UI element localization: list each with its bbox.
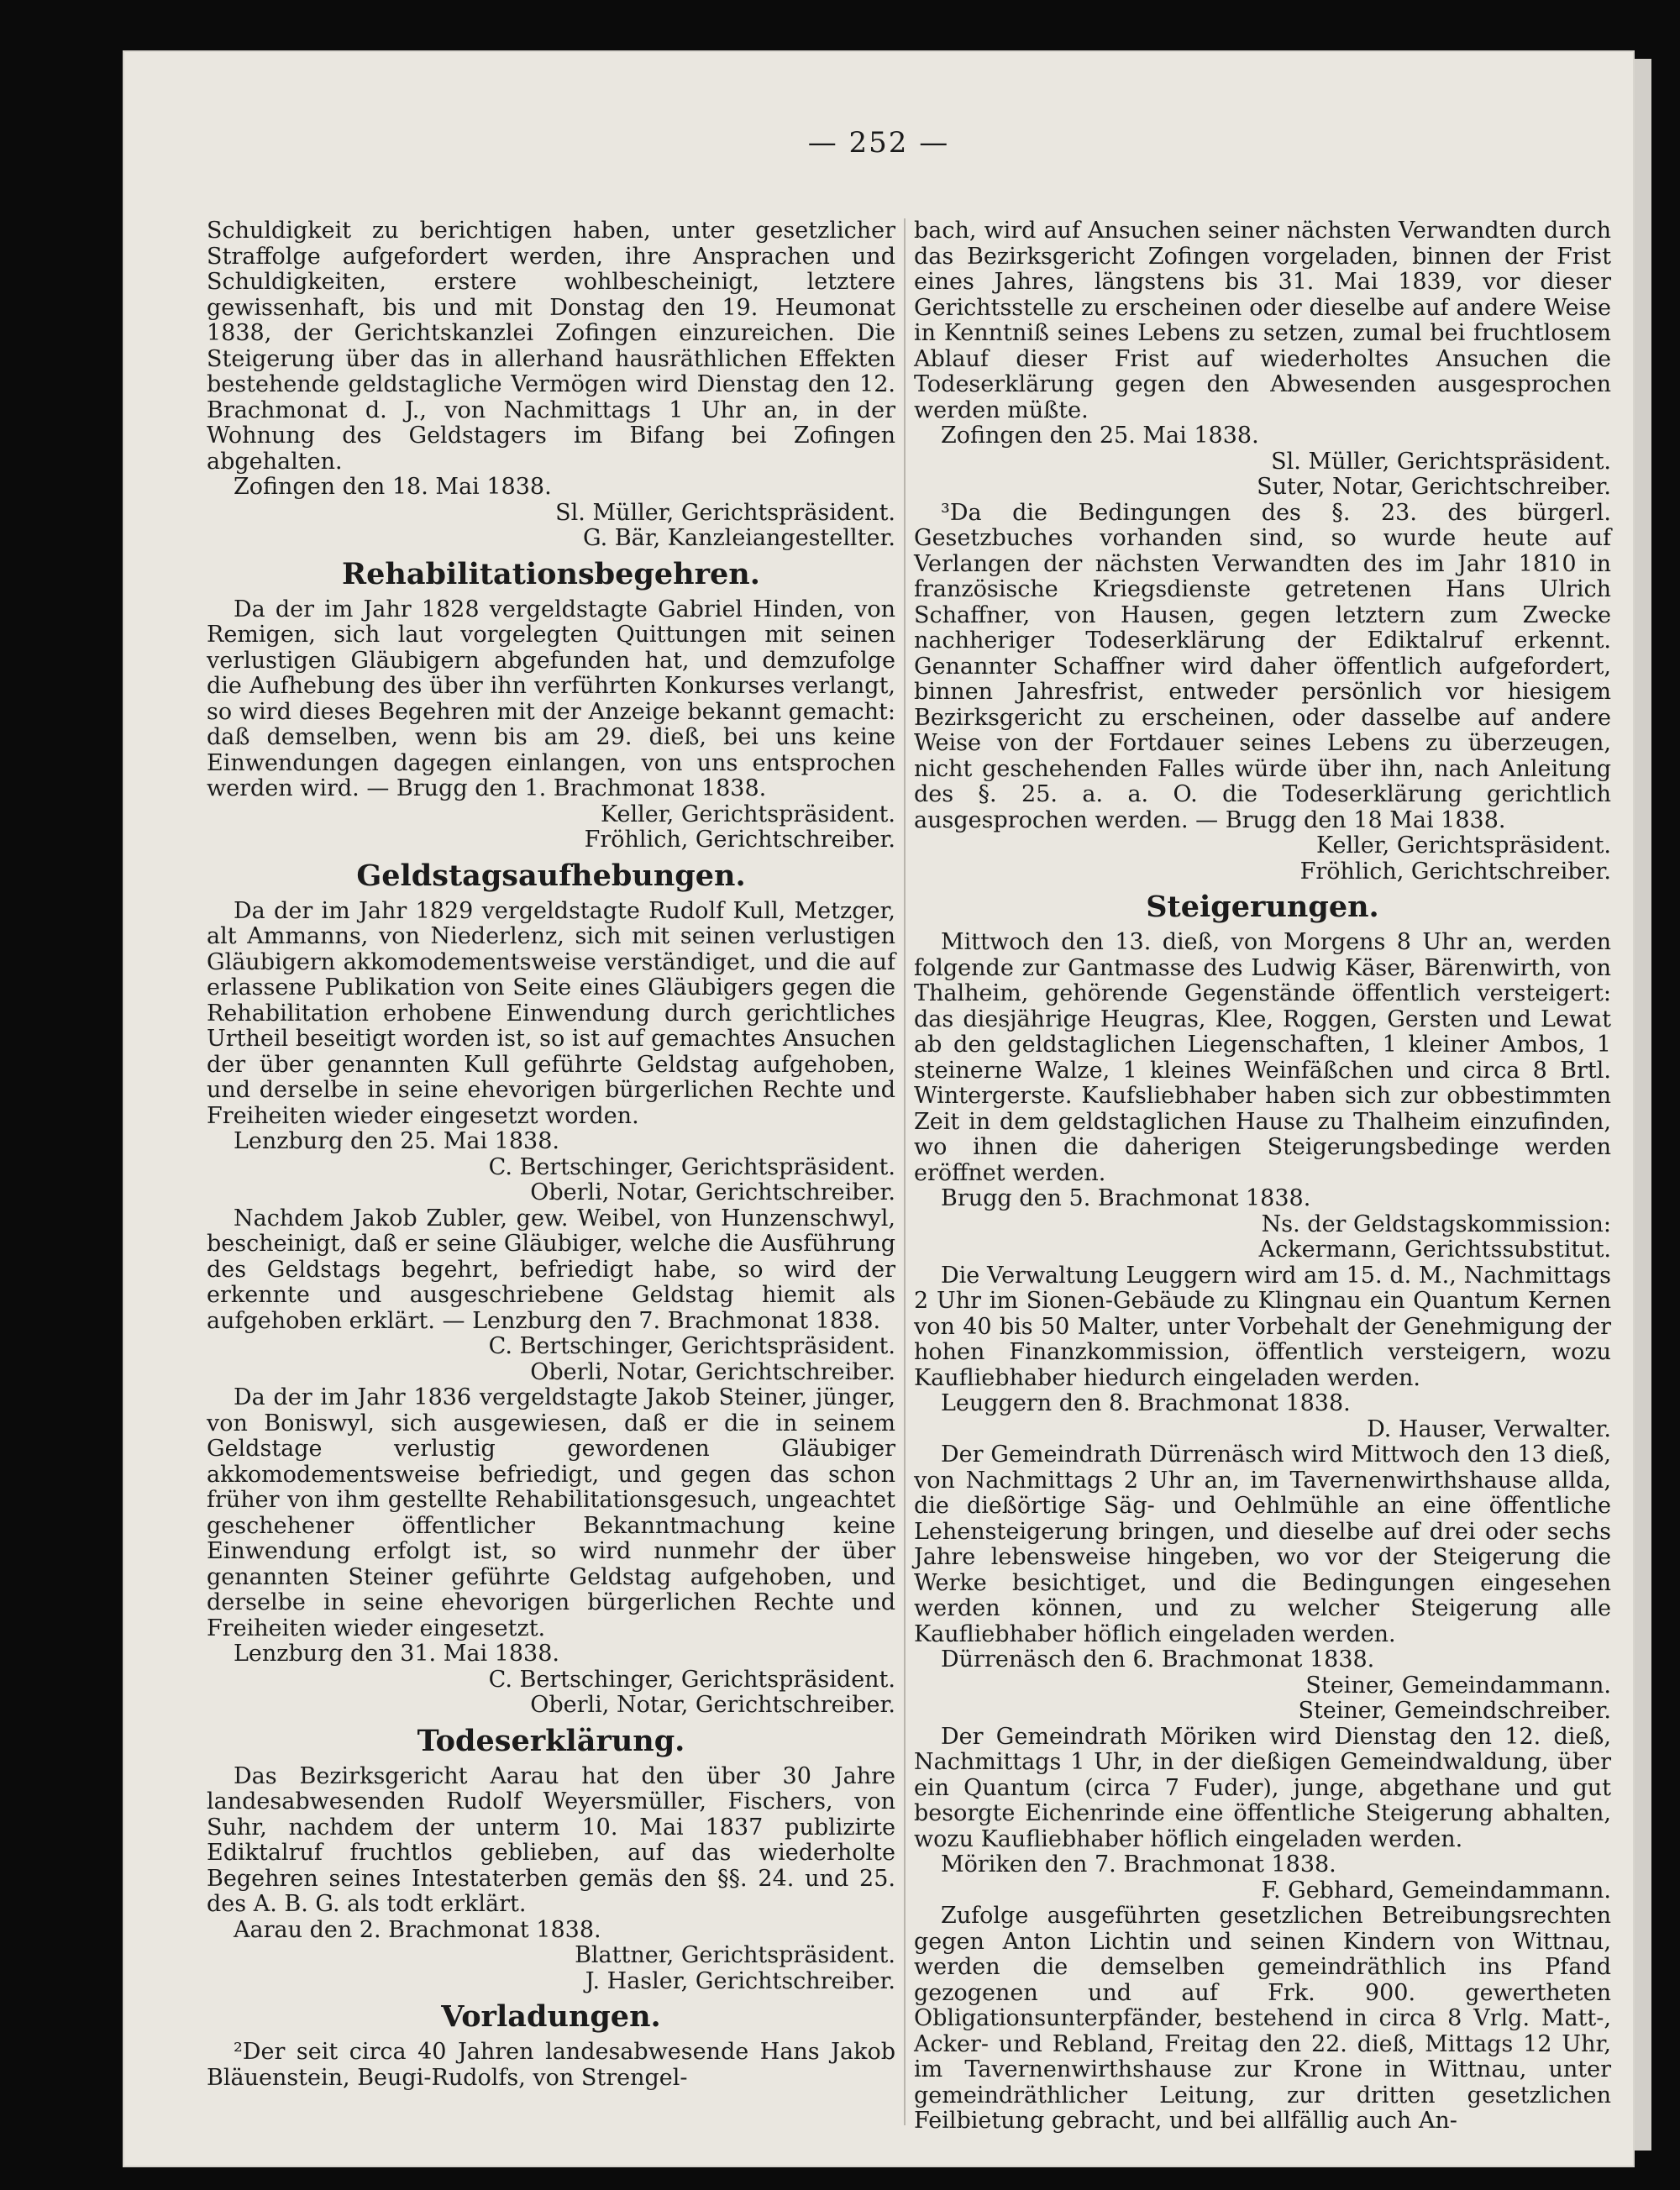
signature: Sl. Müller, Gerichtspräsident.	[1271, 448, 1611, 475]
notice-text: Die Verwaltung Leuggern wird am 15. d. M., Nachmittags 2 Uhr im Sionen-Gebäude zu Klingnau ein Quantum Kernen von 40 bis 50 Malter, unter Vorbehalt der Genehmigung der hohen Finanzkommission, öffentlich versteigern, wozu Kaufliebhaber hiedurch eingeladen werden.	[914, 1262, 1611, 1391]
notice-date: Lenzburg den 25. Mai 1838.	[234, 1128, 559, 1154]
signature: C. Bertschinger, Gerichtspräsident.	[488, 1666, 895, 1693]
signature: Suter, Notar, Gerichtschreiber.	[1257, 474, 1611, 500]
notice-text: Mittwoch den 13. dieß, von Morgens 8 Uhr an, werden folgende zur Gantmasse des Ludwig Käser, Bärenwirth, von Thalheim, gehörende Gegenstände öffentlich versteigert: das diesjährige Heugras, Klee, Roggen, Gersten und Lewat ab den geldstaglichen Liegenschaften, 1 kleiner Ambos, 1 steinerne Walze, 1 kleines Weinfäßchen und circa 8 Brtl. Wintergerste. Kaufsliebhaber haben sich zur obbestimmten Zeit in dem geldstaglichen Hause zu Thalheim einzufinden, wo ihnen die daherigen Steigerungsbedinge werden eröffnet werden.	[914, 929, 1611, 1186]
signature: Fröhlich, Gerichtschreiber.	[584, 827, 895, 853]
notice-text: Schuldigkeit zu berichtigen haben, unter gesetzlicher Straffolge aufgefordert werden, ihre Ansprachen und Schuldigkeiten, erstere wohlbescheinigt, letztere gewissenhaft, bis und mit Donstag den 19. Heumonat 1838, der Gerichtskanzlei Zofingen einzureichen. Die Steigerung über das in allerhand hausräthlichen Effekten bestehende geldstagliche Vermögen wird Dienstag den 12. Brachmonat d. J., von Nachmittags 1 Uhr an, in der Wohnung des Geldstagers im Bifang bei Zofingen abgehalten.	[207, 218, 895, 475]
signature: C. Bertschinger, Gerichtspräsident.	[488, 1333, 895, 1359]
notice-date: Zofingen den 18. Mai 1838.	[234, 474, 552, 500]
section-heading-vorladungen: Vorladungen.	[441, 1999, 661, 2034]
left-column	[207, 218, 895, 2091]
signature: Steiner, Gemeindammann.	[1305, 1672, 1611, 1699]
signature: Oberli, Notar, Gerichtschreiber.	[530, 1358, 895, 1385]
notice-date: Lenzburg den 31. Mai 1838.	[234, 1641, 559, 1667]
notice-text: Zufolge ausgeführten gesetzlichen Betreibungsrechten gegen Anton Lichtin und seinen Kindern von Wittnau, werden die demselben gemeindräthlich ins Pfand gezogenen und auf Frk. 900. gewertheten Obligationsunterpfänder, bestehend in circa 8 Vrlg. Matt-, Acker- und Rebland, Freitag den 22. dieß, Mittags 12 Uhr, im Tavernenwirthshause zur Krone in Wittnau, unter gemeindräthlicher Leitung, zur dritten gesetzlichen Feilbietung gebracht, und bei allfällig auch An-	[914, 1903, 1611, 2134]
newspaper-page	[123, 50, 1635, 2167]
signature: Fröhlich, Gerichtschreiber.	[1299, 858, 1611, 885]
signature: Ns. der Geldstagskommission:	[1261, 1211, 1611, 1237]
page-number: — 252 —	[807, 126, 950, 160]
notice-text: Da der im Jahr 1829 vergeldstagte Rudolf Kull, Metzger, alt Ammanns, von Niederlenz, sich mit seinen verlustigen Gläubigern akkomodementsweise verständiget, und die auf erlassene Publikation von Seite eines Gläubigers gegen die Rehabilitation erhobene Einwendung durch gerichtliches Urtheil beseitigt worden ist, so ist auf gemachtes Ansuchen der über genannten Kull geführte Geldstag aufgehoben, und derselbe in seine ehevorigen bürgerlichen Rechte und Freiheiten wieder eingesetzt worden.	[207, 897, 895, 1129]
notice-date: Möriken den 7. Brachmonat 1838.	[941, 1851, 1336, 1878]
section-heading-steigerungen: Steigerungen.	[1146, 890, 1379, 924]
notice-date: Aarau den 2. Brachmonat 1838.	[234, 1916, 601, 1943]
notice-text: Da der im Jahr 1828 vergeldstagte Gabriel Hinden, von Remigen, sich laut vorgelegten Quittungen mit seinen verlustigen Gläubigern abgefunden hat, und demzufolge die Aufhebung des über ihn verführten Konkurses verlangt, so wird dieses Begehren mit der Anzeige bekannt gemacht: daß demselben, wenn bis am 29. dieß, bei uns keine Einwendungen dagegen einlangen, von uns entsprochen werden wird. — Brugg den 1. Brachmonat 1838.	[207, 596, 895, 801]
signature: F. Gebhard, Gemeindammann.	[1261, 1877, 1611, 1904]
notice-text: Nachdem Jakob Zubler, gew. Weibel, von Hunzenschwyl, bescheinigt, daß er seine Gläubiger, welche die Ausführung des Geldstags begehrt, befriedigt habe, so wird der erkennte und ausgeschriebene Geldstag hiemit als aufgehoben erklärt. — Lenzburg den 7. Brachmonat 1838.	[207, 1205, 895, 1334]
right-column	[914, 218, 1611, 2135]
signature: Sl. Müller, Gerichtspräsident.	[555, 499, 895, 526]
notice-text: ²Der seit circa 40 Jahren landesabwesende Hans Jakob Bläuenstein, Beugi-Rudolfs, von Strengel-	[207, 2039, 895, 2091]
notice-text: Der Gemeindrath Möriken wird Dienstag den 12. dieß, Nachmittags 1 Uhr, in der dießigen Gemeindwaldung, über ein Quantum (circa 7 Fuder), junge, abgethane und gut besorgte Eichenrinde eine öffentliche Steigerung abhalten, wozu Kaufliebhaber höflich eingeladen werden.	[914, 1723, 1611, 1852]
section-heading-geldstag: Geldstagsaufhebungen.	[356, 858, 746, 893]
signature: Keller, Gerichtspräsident.	[1316, 832, 1611, 859]
section-heading-todeserklaerung: Todeserklärung.	[417, 1723, 685, 1758]
section-heading-rehabilitation: Rehabilitationsbegehren.	[342, 556, 760, 591]
signature: Oberli, Notar, Gerichtschreiber.	[530, 1179, 895, 1205]
signature: Ackermann, Gerichtssubstitut.	[1258, 1237, 1611, 1263]
notice-text: Das Bezirksgericht Aarau hat den über 30 Jahre landesabwesenden Rudolf Weyersmüller, Fischers, von Suhr, nachdem der unterm 10. Mai 1837 publizirte Ediktalruf fruchtlos geblieben, auf das wiederholte Begehren seines Intestaterben gemäs den §§. 24. und 25. des A. B. G. als todt erklärt.	[207, 1762, 895, 1917]
notice-date: Zofingen den 25. Mai 1838.	[941, 423, 1259, 449]
notice-text: Da der im Jahr 1836 vergeldstagte Jakob Steiner, jünger, von Boniswyl, sich ausgewiesen, daß er die in seinem Geldstage verlustig gewordenen Gläubiger akkomodementsweise befriedigt, und gegen das schon früher von ihm gestellte Rehabilitationsgesuch, ungeachtet geschehener öffentlicher Bekanntmachung keine Einwendung erfolgt ist, so wird nunmehr der über genannten Steiner geführte Geldstag aufgehoben, und derselbe in seine ehevorigen bürgerlichen Rechte und Freiheiten wieder eingesetzt.	[207, 1384, 895, 1641]
notice-date: Dürrenäsch den 6. Brachmonat 1838.	[941, 1646, 1375, 1673]
signature: Steiner, Gemeindschreiber.	[1298, 1698, 1611, 1724]
column-divider	[904, 218, 906, 2125]
notice-date: Brugg den 5. Brachmonat 1838.	[941, 1185, 1311, 1211]
notice-date: Leuggern den 8. Brachmonat 1838.	[941, 1390, 1351, 1416]
signature: D. Hauser, Verwalter.	[1367, 1415, 1611, 1442]
signature: Oberli, Notar, Gerichtschreiber.	[530, 1692, 895, 1718]
notice-text: bach, wird auf Ansuchen seiner nächsten Verwandten durch das Bezirksgericht Zofingen vorgeladen, binnen der Frist eines Jahres, längstens bis 31. Mai 1839, vor dieser Gerichtsstelle zu erscheinen oder dieselbe auf andere Weise in Kenntniß seines Lebens zu setzen, zumal bei fruchtlosem Ablauf dieser Frist auf wiederholtes Ansuchen die Todeserklärung gegen den Abwesenden ausgesprochen werden müßte.	[914, 218, 1611, 423]
signature: G. Bär, Kanzleiangestellter.	[582, 525, 895, 551]
signature: Keller, Gerichtspräsident.	[601, 801, 895, 827]
signature: Blattner, Gerichtspräsident.	[575, 1942, 895, 1968]
notice-text: Der Gemeindrath Dürrenäsch wird Mittwoch den 13 dieß, von Nachmittags 2 Uhr an, im Tavernenwirthshause allda, die dießörtige Säg- und Oehlmühle an eine öffentliche Lehensteigerung bringen, und dieselbe auf drei oder sechs Jahre lebensweise hingeben, wo vor der Steigerung die Werke besichtiget, und die Bedingungen eingesehen werden können, und zu welcher Steigerung alle Kaufliebhaber höflich eingeladen werden.	[914, 1442, 1611, 1647]
signature: C. Bertschinger, Gerichtspräsident.	[488, 1153, 895, 1180]
notice-text: ³Da die Bedingungen des §. 23. des bürgerl. Gesetzbuches vorhanden sind, so wurde heute auf Verlangen der nächsten Verwandten des im Jahr 1810 in französische Kriegsdienste getretenen Hans Ulrich Schaffner, von Hausen, gegen letztern zum Zwecke nachheriger Todeserklärung der Ediktalruf erkennt. Genannter Schaffner wird daher öffentlich aufgefordert, binnen Jahresfrist, entweder persönlich vor hiesigem Bezirksgericht zu erscheinen, oder dasselbe auf andere Weise von der Fortdauer seines Lebens zu überzeugen, nicht geschehenden Falles würde über ihn, nach Anleitung des §. 25. a. a. O. die Todeserklärung gerichtlich ausgesprochen werden. — Brugg den 18 Mai 1838.	[914, 499, 1611, 833]
signature: J. Hasler, Gerichtschreiber.	[585, 1967, 895, 1994]
